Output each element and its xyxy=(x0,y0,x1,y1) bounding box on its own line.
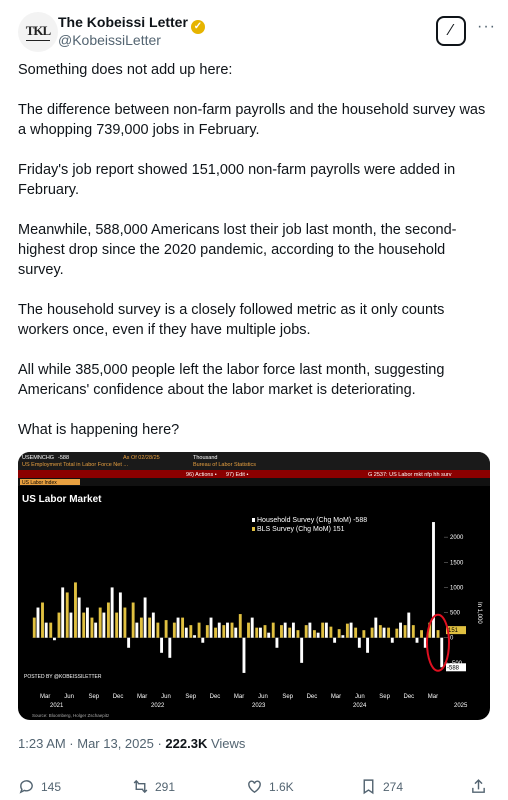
y-tick-label: 0 xyxy=(450,635,454,642)
bls-bar xyxy=(140,618,143,638)
bls-bar xyxy=(107,603,110,638)
bls-bar xyxy=(222,625,225,638)
household-bar xyxy=(407,613,410,638)
bls-bar xyxy=(264,625,267,638)
household-bar xyxy=(78,597,81,637)
bls-bar xyxy=(313,630,316,638)
like-button[interactable] xyxy=(246,778,294,795)
household-bar xyxy=(275,638,278,648)
bls-bar xyxy=(99,608,102,638)
household-bar xyxy=(94,623,97,638)
reply-count: 145 xyxy=(41,779,62,794)
highlight-circle xyxy=(427,615,449,671)
x-month-label: Sep xyxy=(88,694,100,700)
bookmark-icon xyxy=(360,778,377,795)
household-bar xyxy=(243,638,246,673)
x-month-label: Jun xyxy=(258,694,268,700)
household-bar xyxy=(234,628,237,638)
grok-icon[interactable]: ⁄ xyxy=(436,16,466,46)
household-bar xyxy=(391,638,394,643)
action-bar xyxy=(18,778,490,798)
bls-bar xyxy=(156,623,159,638)
tweet-paragraph: The household survey is a closely followed metric as it only counts workers once, even if they have multiple jobs. xyxy=(18,302,445,338)
household-bar xyxy=(45,623,48,638)
bls-bar xyxy=(132,603,135,638)
last-value-bls: 151 xyxy=(448,628,459,635)
x-month-label: Dec xyxy=(209,694,221,700)
household-bar xyxy=(341,635,344,638)
bookmark-count: 274 xyxy=(383,779,404,794)
edit-menu[interactable]: 97) Edit • xyxy=(226,472,249,478)
x-month-label: Sep xyxy=(379,694,390,700)
chart-title: US Labor Market xyxy=(22,494,102,505)
household-bar xyxy=(284,623,287,638)
x-year-label: 2022 xyxy=(151,703,165,709)
index-button[interactable]: US Labor Index xyxy=(22,480,57,486)
bls-bar xyxy=(371,628,374,638)
bls-bar xyxy=(206,625,209,638)
bls-bar xyxy=(288,628,291,638)
household-bar xyxy=(317,633,320,638)
household-bar xyxy=(193,635,196,638)
bls-bar xyxy=(33,618,36,638)
x-year-label: 2023 xyxy=(252,703,266,709)
household-bar xyxy=(399,623,402,638)
reply-button[interactable] xyxy=(18,778,61,795)
y-tick-label: 500 xyxy=(450,610,461,617)
bls-bar xyxy=(280,625,283,638)
verified-badge-icon: ✓ xyxy=(191,20,205,34)
more-options-icon[interactable]: ··· xyxy=(477,18,496,35)
legend-household: Household Survey (Chg MoM) -588 xyxy=(257,517,368,524)
tweet-paragraph: What is happening here? xyxy=(18,422,180,438)
bls-bar xyxy=(115,613,118,638)
household-bar xyxy=(61,587,64,637)
x-year-label: 2024 xyxy=(353,703,367,709)
x-month-label: Mar xyxy=(427,694,439,700)
author-name[interactable] xyxy=(58,14,205,34)
bls-bar xyxy=(412,625,415,638)
like-count: 1.6K xyxy=(269,779,294,794)
bls-bar xyxy=(74,582,77,637)
y-tick-label: 2000 xyxy=(450,535,464,542)
household-bar xyxy=(333,638,336,643)
bls-bar xyxy=(49,623,52,638)
household-bar xyxy=(366,638,369,653)
tweet-paragraph: Something does not add up here: xyxy=(18,62,233,78)
heart-icon xyxy=(246,778,263,795)
household-bar xyxy=(292,623,295,638)
x-year-label: 2021 xyxy=(50,703,64,709)
unit-label: Thousand xyxy=(193,455,218,461)
household-bar xyxy=(210,618,213,638)
household-bar xyxy=(440,638,443,668)
x-month-label: Sep xyxy=(282,694,294,700)
bls-bar xyxy=(231,623,234,638)
bls-bar xyxy=(354,628,357,638)
household-bar xyxy=(168,638,171,658)
bls-bar xyxy=(338,629,341,638)
bls-bar xyxy=(198,623,201,638)
tweet-paragraph: All while 385,000 people left the labor force last month, suggesting Americans' confidence about the labor market is deteriorating. xyxy=(18,362,445,398)
bls-bar xyxy=(123,608,126,638)
y-tick-label: 1000 xyxy=(450,585,464,592)
repost-button[interactable] xyxy=(132,778,175,795)
bls-bar xyxy=(346,624,349,638)
bls-bar xyxy=(239,614,242,638)
repost-count: 291 xyxy=(155,779,176,794)
bls-bar xyxy=(173,623,176,638)
x-month-label: Mar xyxy=(136,694,148,700)
household-bar xyxy=(374,618,377,638)
legend-bls: BLS Survey (Chg MoM) 151 xyxy=(257,526,345,533)
household-bar xyxy=(185,628,188,638)
x-month-label: Dec xyxy=(403,694,415,700)
household-bar xyxy=(226,623,229,638)
x-month-label: Jun xyxy=(161,694,171,700)
avatar[interactable] xyxy=(18,12,58,52)
household-bar xyxy=(135,623,138,638)
tweet-text xyxy=(18,60,490,460)
tweet-paragraph: The difference between non-farm payrolls and the household survey was a whopping 739,000 jobs in February. xyxy=(18,102,486,138)
household-bar xyxy=(251,618,254,638)
household-bar xyxy=(201,638,204,643)
household-bar xyxy=(111,587,114,637)
y-tick-label: 1500 xyxy=(450,560,464,567)
bls-bar xyxy=(379,625,382,638)
bookmark-button[interactable] xyxy=(360,778,403,795)
bls-bar xyxy=(165,620,168,638)
bls-bar xyxy=(297,630,300,638)
series-desc: US Employment Total in Labor Force Net ... xyxy=(22,462,128,468)
bls-bar xyxy=(387,628,390,638)
bls-bar xyxy=(404,625,407,638)
household-bar xyxy=(416,638,419,643)
bls-bar xyxy=(272,623,275,638)
x-month-label: Mar xyxy=(330,694,342,700)
bls-bar xyxy=(395,629,398,638)
household-bar xyxy=(53,638,56,641)
reply-icon xyxy=(18,778,35,795)
avatar-logo-text: TKL xyxy=(26,23,50,41)
household-bar xyxy=(119,592,122,637)
bls-bar xyxy=(437,630,440,638)
share-button[interactable] xyxy=(470,778,487,795)
household-bar xyxy=(218,623,221,638)
tweet-paragraph: Meanwhile, 588,000 Americans lost their job last month, the second-highest drop since the 2020 pandemic, according to the household survey. xyxy=(18,222,457,278)
bls-bar xyxy=(82,613,85,638)
share-icon xyxy=(470,778,487,795)
bls-bar xyxy=(305,625,308,638)
actions-menu[interactable]: 96) Actions • xyxy=(186,472,217,478)
source-note: Source: Bloomberg, Holger Zschaepitz xyxy=(32,713,110,718)
bls-bar xyxy=(41,603,44,638)
tweet-media-chart[interactable] xyxy=(18,452,490,720)
author-name-text: The Kobeissi Letter xyxy=(58,14,188,30)
household-bar xyxy=(325,623,328,638)
tweet-paragraph: Friday's job report showed 151,000 non-farm payrolls were added in February. xyxy=(18,162,456,198)
last-value-hh: -588 xyxy=(447,665,460,672)
x-month-label: Dec xyxy=(306,694,318,700)
household-bar xyxy=(177,618,180,638)
x-month-label: Mar xyxy=(233,694,245,700)
bls-bar xyxy=(255,628,258,638)
household-bar xyxy=(259,628,262,638)
tweet-header xyxy=(18,12,496,52)
household-bar xyxy=(69,613,72,638)
bls-bar xyxy=(91,618,94,638)
bls-bar xyxy=(189,625,192,638)
posted-by-label: POSTED BY @KOBEISSILETTER xyxy=(24,674,102,680)
bls-bar xyxy=(420,630,423,638)
repost-icon xyxy=(132,778,149,795)
household-bar xyxy=(86,608,89,638)
bls-bar xyxy=(214,628,217,638)
view-count: 222.3K xyxy=(165,736,208,751)
bls-bar xyxy=(247,623,250,638)
x-month-label: Jun xyxy=(64,694,74,700)
bls-bar xyxy=(329,627,332,638)
ticker-value: -588 xyxy=(58,455,70,461)
household-bar xyxy=(144,597,147,637)
household-bar xyxy=(383,628,386,638)
bls-bar xyxy=(66,592,69,637)
household-bar xyxy=(152,613,155,638)
household-bar xyxy=(127,638,130,648)
x-month-label: Dec xyxy=(112,694,124,700)
plot-area xyxy=(32,522,468,709)
x-year-label: 2025 xyxy=(454,703,468,709)
household-bar xyxy=(160,638,163,653)
bls-bar xyxy=(58,613,61,638)
x-month-label: Sep xyxy=(185,694,197,700)
household-bar xyxy=(37,608,40,638)
household-bar xyxy=(358,638,361,648)
bls-bar xyxy=(181,618,184,638)
household-bar xyxy=(308,623,311,638)
x-month-label: Jun xyxy=(355,694,365,700)
bls-bar xyxy=(362,630,365,638)
ticker-label: USEMNCHG xyxy=(22,455,55,461)
tweet-meta xyxy=(18,736,245,751)
bls-bar xyxy=(148,618,151,638)
household-bar xyxy=(300,638,303,663)
author-handle[interactable]: @KobeissiLetter xyxy=(58,32,161,48)
household-bar xyxy=(267,633,270,638)
tweet-timestamp[interactable]: 1:23 AM · Mar 13, 2025 · xyxy=(18,736,166,751)
labor-market-chart xyxy=(18,452,490,720)
source-label: Bureau of Labor Statistics xyxy=(193,462,256,468)
as-of-label: As Of 02/28/25 xyxy=(123,455,160,461)
views-label: Views xyxy=(207,736,246,751)
household-bar xyxy=(350,623,353,638)
news-headline: G 2537: US Labor mkt nfp hh surv xyxy=(368,472,452,478)
axis-unit-label: In 1,000 xyxy=(476,602,482,624)
household-bar xyxy=(102,613,105,638)
x-month-label: Mar xyxy=(40,694,51,700)
bls-bar xyxy=(321,623,324,638)
